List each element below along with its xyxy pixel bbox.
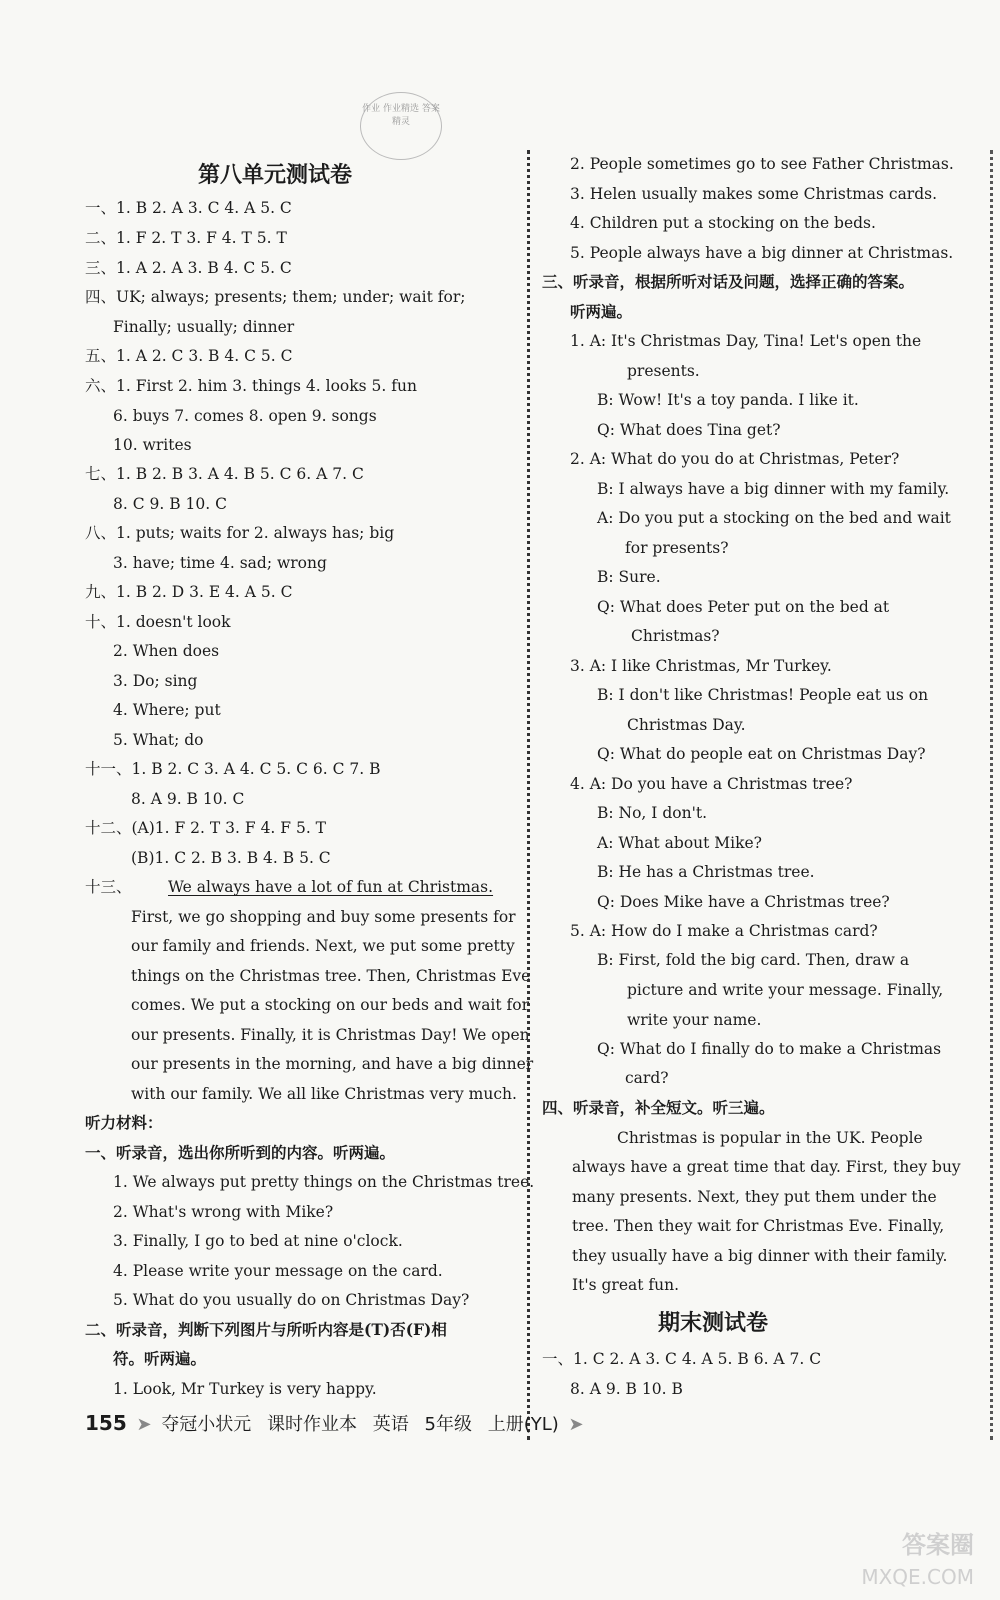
left-line: 十、1. doesn't look <box>85 613 231 631</box>
right-line: B: Wow! It's a toy panda. I like it. <box>597 391 859 409</box>
left-line: 二、听录音，判断下列图片与所听内容是(T)否(F)相 <box>85 1320 447 1339</box>
left-line: 3. Do; sing <box>113 672 198 690</box>
left-line: our presents. Finally, it is Christmas Day! We open <box>131 1026 530 1044</box>
left-line: 六、1. First 2. him 3. things 4. looks 5. fun <box>85 377 417 395</box>
left-line: 九、1. B 2. D 3. E 4. A 5. C <box>85 583 293 601</box>
right-line: 三、听录音，根据所听对话及问题，选择正确的答案。 <box>542 272 915 291</box>
left-line: 八、1. puts; waits for 2. always has; big <box>85 524 395 542</box>
right-line: A: Do you put a stocking on the bed and wait <box>597 509 951 527</box>
left-line: 五、1. A 2. C 3. B 4. C 5. C <box>85 347 293 365</box>
left-line: 四、UK; always; presents; them; under; wait for; <box>85 288 466 306</box>
right-line: Q: What does Tina get? <box>597 421 781 439</box>
watermark-url: MXQE.COM <box>861 1565 974 1589</box>
left-line: 一、听录音，选出你所听到的内容。听两遍。 <box>85 1143 396 1162</box>
footer <box>85 1410 588 1436</box>
left-line: 十二、(A)1. F 2. T 3. F 4. F 5. T <box>85 819 327 837</box>
right-line: 4. A: Do you have a Christmas tree? <box>570 775 853 793</box>
right-line: A: What about Mike? <box>597 834 762 852</box>
page-number: 155 <box>85 1411 127 1435</box>
right-line: B: He has a Christmas tree. <box>597 863 815 881</box>
right-line: 2. People sometimes go to see Father Christmas. <box>570 155 954 173</box>
left-line: 5. What do you usually do on Christmas Day? <box>113 1291 470 1309</box>
left-line: 符。听两遍。 <box>113 1349 207 1368</box>
right-line: B: I don't like Christmas! People eat us on <box>597 686 929 704</box>
right-line: 5. People always have a big dinner at Christmas. <box>570 244 954 262</box>
right-line: picture and write your message. Finally, <box>627 981 944 999</box>
right-line: always have a great time that day. First, they buy <box>572 1158 961 1176</box>
left-title: 第八单元测试卷 <box>198 163 353 188</box>
right-line: Q: What does Peter put on the bed at <box>597 598 890 616</box>
right-line: B: Sure. <box>597 568 661 586</box>
right-line: 2. A: What do you do at Christmas, Peter? <box>570 450 900 468</box>
right-line: B: I always have a big dinner with my family. <box>597 480 950 498</box>
left-line: 2. When does <box>113 642 220 660</box>
column-divider <box>527 150 530 1440</box>
right-line: Q: Does Mike have a Christmas tree? <box>597 893 890 911</box>
right-line: they usually have a big dinner with their family. <box>572 1247 948 1265</box>
footer-subject: 英语 <box>372 1414 409 1435</box>
watermark-logo: 答案圈 <box>902 1531 974 1559</box>
left-line: our presents in the morning, and have a big dinner <box>131 1055 534 1073</box>
right-line: Q: What do I finally do to make a Christmas <box>597 1040 942 1058</box>
right-line: 1. A: It's Christmas Day, Tina! Let's open the <box>570 332 922 350</box>
left-line: 2. What's wrong with Mike? <box>113 1203 334 1221</box>
page-edge-divider <box>990 150 993 1440</box>
right-line: card? <box>625 1069 669 1087</box>
left-line: First, we go shopping and buy some presents for <box>131 908 516 926</box>
right-line: Christmas Day. <box>627 716 746 734</box>
left-line: We always have a lot of fun at Christmas. <box>168 878 494 896</box>
stamp-logo: 作业 作业精选 答案 精灵 <box>360 92 442 160</box>
right-title: 期末测试卷 <box>658 1311 769 1336</box>
left-line: 十一、1. B 2. C 3. A 4. C 5. C 6. C 7. B <box>85 760 381 778</box>
left-line: 3. Finally, I go to bed at nine o'clock. <box>113 1232 403 1250</box>
footer-volume: 上册(YL) <box>487 1414 559 1435</box>
right-line: for presents? <box>625 539 729 557</box>
left-line: 5. What; do <box>113 731 204 749</box>
left-line: 1. Look, Mr Turkey is very happy. <box>113 1380 377 1398</box>
right-line: It's great fun. <box>572 1276 680 1294</box>
right-line: Christmas is popular in the UK. People <box>617 1129 923 1147</box>
right-line: 听两遍。 <box>570 302 633 321</box>
left-line: 听力材料： <box>85 1113 163 1132</box>
left-line: 8. C 9. B 10. C <box>113 495 227 513</box>
right-line: write your name. <box>627 1011 762 1029</box>
arrow-icon: ➤ <box>136 1414 152 1435</box>
footer-brand: 夺冠小状元 <box>161 1414 252 1435</box>
left-line: 8. A 9. B 10. C <box>131 790 245 808</box>
right-line: 四、听录音，补全短文。听三遍。 <box>542 1098 775 1117</box>
left-line: 二、1. F 2. T 3. F 4. T 5. T <box>85 229 287 247</box>
left-line: 10. writes <box>113 436 192 454</box>
right-line: 3. Helen usually makes some Christmas cards. <box>570 185 938 203</box>
left-line: 3. have; time 4. sad; wrong <box>113 554 327 572</box>
left-line: 4. Please write your message on the card. <box>113 1262 443 1280</box>
right-line: B: No, I don't. <box>597 804 707 822</box>
right-line: Christmas? <box>631 627 720 645</box>
left-line: things on the Christmas tree. Then, Christmas Eve <box>131 967 531 985</box>
right-line: 4. Children put a stocking on the beds. <box>570 214 876 232</box>
left-line: 十三、 <box>85 878 132 896</box>
right-line: many presents. Next, they put them under the <box>572 1188 937 1206</box>
right-line: 5. A: How do I make a Christmas card? <box>570 922 878 940</box>
right-line: tree. Then they wait for Christmas Eve. Finally, <box>572 1217 945 1235</box>
left-line: 6. buys 7. comes 8. open 9. songs <box>113 407 377 425</box>
left-line: our family and friends. Next, we put some pretty <box>131 937 515 955</box>
arrow-icon: ➤ <box>568 1414 584 1435</box>
right-line: 8. A 9. B 10. B <box>570 1380 683 1398</box>
right-line: Q: What do people eat on Christmas Day? <box>597 745 926 763</box>
left-line: Finally; usually; dinner <box>113 318 295 336</box>
left-line: 1. We always put pretty things on the Christmas tree. <box>113 1173 535 1191</box>
left-line: (B)1. C 2. B 3. B 4. B 5. C <box>131 849 331 867</box>
right-line: 3. A: I like Christmas, Mr Turkey. <box>570 657 832 675</box>
footer-grade: 5年级 <box>424 1414 472 1435</box>
left-line: 七、1. B 2. B 3. A 4. B 5. C 6. A 7. C <box>85 465 364 483</box>
right-line: presents. <box>627 362 700 380</box>
left-line: with our family. We all like Christmas very much. <box>131 1085 517 1103</box>
left-line: 三、1. A 2. A 3. B 4. C 5. C <box>85 259 292 277</box>
footer-book: 课时作业本 <box>267 1414 358 1435</box>
right-line: B: First, fold the big card. Then, draw a <box>597 951 910 969</box>
left-line: comes. We put a stocking on our beds and wait for <box>131 996 530 1014</box>
left-line: 4. Where; put <box>113 701 221 719</box>
left-line: 一、1. B 2. A 3. C 4. A 5. C <box>85 199 292 217</box>
right-line: 一、1. C 2. A 3. C 4. A 5. B 6. A 7. C <box>542 1350 822 1368</box>
